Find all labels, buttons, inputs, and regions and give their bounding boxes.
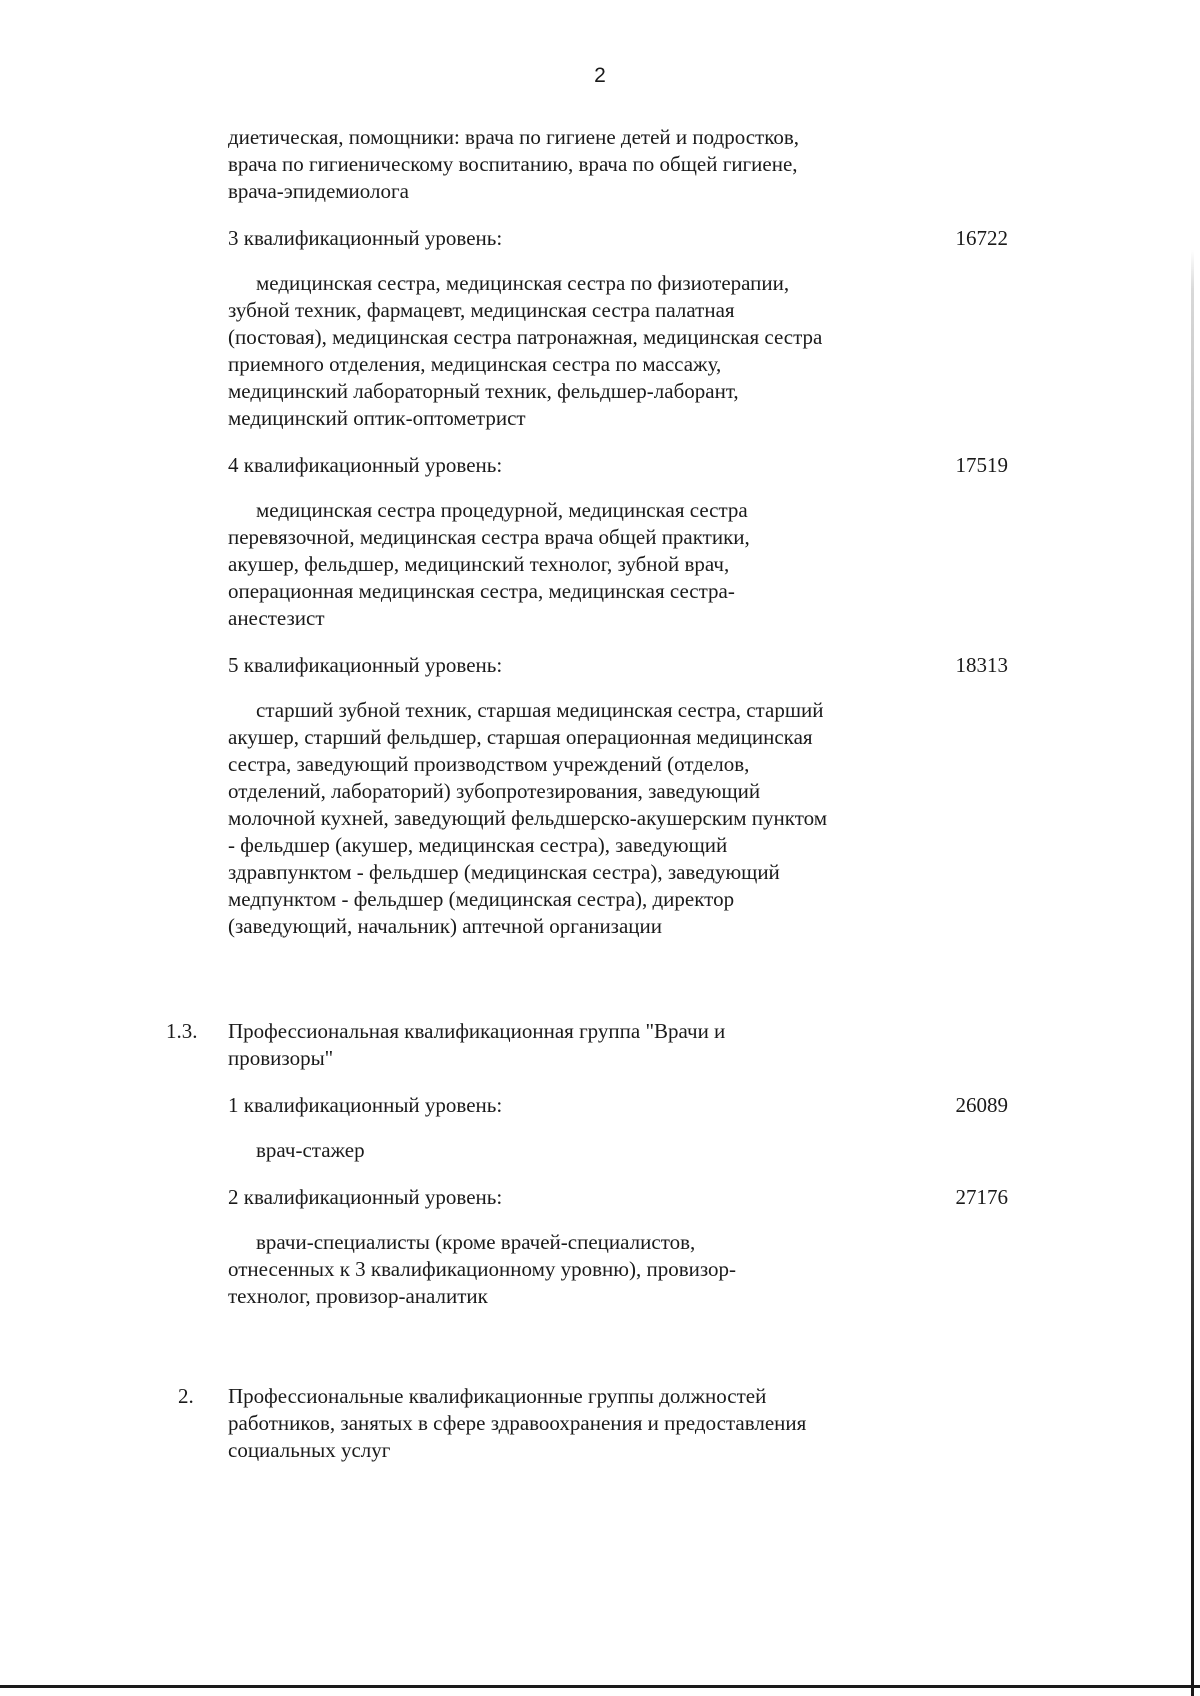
doctor-level-2-salary: 27176 bbox=[955, 1185, 1008, 1209]
level-3-row bbox=[228, 225, 1008, 252]
document-body bbox=[166, 124, 1008, 1464]
level-4-salary: 17519 bbox=[955, 453, 1008, 477]
doctor-level-1-row bbox=[228, 1092, 1008, 1119]
doctor-level-1-positions: врач-стажер bbox=[256, 1138, 365, 1162]
doctor-level-2-row bbox=[228, 1184, 1008, 1211]
level-4-label: 4 квалификационный уровень: bbox=[228, 453, 503, 477]
level-4-positions: медицинская сестра процедурной, медицинская сестра перевязочной, медицинская сестра врача общей практики, акушер, фельдшер, медицинский технолог, зубной врач, операционная медицинская сестра, медицинская сестра-анестезист bbox=[228, 498, 750, 630]
section-2-number: 2. bbox=[178, 1384, 194, 1408]
level-3-label: 3 квалификационный уровень: bbox=[228, 226, 503, 250]
level-3-salary: 16722 bbox=[955, 226, 1008, 250]
level-5-positions: старший зубной техник, старшая медицинская сестра, старший акушер, старший фельдшер, старшая операционная медицинская сестра, заведующий производством учреждений (отделов, отделений, лабораторий) зубопротезирования, заведующий молочной кухней, заведующий фельдшерско-акушерским пунктом - фельдшер (акушер, медицинская сестра), заведующий здравпунктом - фельдшер (медицинская сестра), заведующий медпунктом - фельдшер (медицинская сестра), директор (заведующий, начальник) аптечной организации bbox=[228, 698, 827, 938]
section-1-3-number: 1.3. bbox=[166, 1019, 198, 1043]
page-number: 2 bbox=[594, 64, 606, 87]
doctor-level-2-positions: врачи-специалисты (кроме врачей-специалистов, отнесенных к 3 квалификационному уровню), провизор-технолог, провизор-аналитик bbox=[228, 1230, 737, 1308]
section-2-title: Профессиональные квалификационные группы должностей работников, занятых в сфере здравоохранения и предоставления социальных услуг bbox=[228, 1384, 807, 1462]
section-1-3-heading bbox=[166, 1018, 1008, 1072]
level-5-row bbox=[228, 652, 1008, 679]
doctor-level-2-label: 2 квалификационный уровень: bbox=[228, 1185, 503, 1209]
section-1-3-title: Профессиональная квалификационная группа "Врачи и провизоры" bbox=[228, 1019, 726, 1070]
level-5-label: 5 квалификационный уровень: bbox=[228, 653, 503, 677]
doctor-level-1-salary: 26089 bbox=[955, 1093, 1008, 1117]
scan-edge-right bbox=[1191, 250, 1194, 1696]
section-2-heading bbox=[178, 1383, 1008, 1464]
scan-edge-bottom bbox=[0, 1685, 1200, 1688]
level-5-salary: 18313 bbox=[955, 653, 1008, 677]
level-3-positions: медицинская сестра, медицинская сестра по физиотерапии, зубной техник, фармацевт, медицинская сестра палатная (постовая), медицинская сестра патронажная, медицинская сестра приемного отделения, медицинская сестра по массажу, медицинский лабораторный техник, фельдшер-лаборант, медицинский оптик-оптометрист bbox=[228, 271, 823, 430]
level-4-row bbox=[228, 452, 1008, 479]
doctor-level-1-label: 1 квалификационный уровень: bbox=[228, 1093, 503, 1117]
intro-paragraph: диетическая, помощники: врача по гигиене детей и подростков, врача по гигиеническому воспитанию, врача по общей гигиене, врача-эпидемиолога bbox=[228, 125, 800, 203]
